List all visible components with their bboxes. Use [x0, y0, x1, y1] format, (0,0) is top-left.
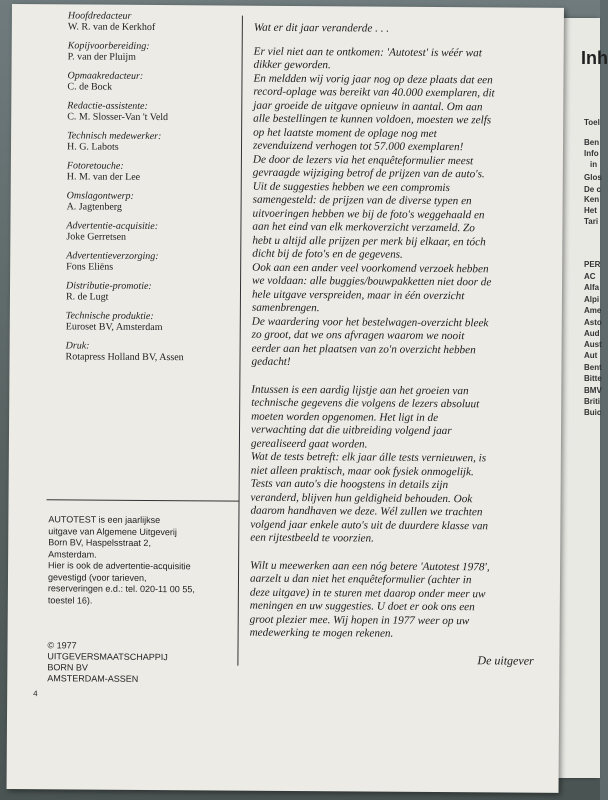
credit-entry [67, 160, 242, 183]
credit-role: Redactie-assistente: [67, 100, 148, 112]
article-line: Ook aan een ander veel voorkomend verzoek hebben [252, 261, 489, 275]
credit-entry [66, 220, 241, 243]
article-line: En meldden wij vorig jaar nog op deze plaats dat een [253, 72, 493, 86]
copyright-line: UITGEVERSMAATSCHAPPIJ [47, 651, 168, 663]
credit-role: Technisch medewerker: [67, 130, 162, 143]
copyright-notice [47, 640, 227, 685]
article-paragraph [252, 261, 557, 317]
adjacent-index-item: Het [584, 206, 597, 215]
article-line: samenbrengen. [251, 301, 320, 315]
adjacent-index-item: Aust [584, 340, 602, 349]
adjacent-index-item: Asto [584, 318, 602, 327]
article-line: we voldaan: alle buggies/bouwpakketten niet door de [252, 274, 492, 289]
adjacent-index-item: Buic [584, 408, 602, 417]
credit-role: Fotoretouche: [66, 160, 124, 172]
credit-entry [65, 340, 240, 363]
adjacent-index-item: Aud [584, 329, 600, 338]
credit-entry [68, 40, 243, 63]
article-line: verwachting dat die uitbreiding volgend jaar [250, 423, 452, 438]
credit-name: Euroset BV, Amsterdam [65, 321, 163, 334]
article-line: deze uitgave) in te sturen met daarop onder meer uw [249, 586, 486, 600]
adjacent-page-title: Inh [581, 48, 608, 68]
colophon-credits [65, 10, 243, 371]
credit-name: R. de Lugt [65, 291, 109, 303]
imprint-line: AUTOTEST is een jaarlijkse [48, 514, 161, 526]
credit-entry [67, 130, 242, 153]
imprint-line: uitgave van Algemene Uitgeverij [48, 525, 177, 537]
copyright-line: BORN BV [47, 662, 88, 673]
adjacent-index-item: Ben [584, 138, 600, 147]
adjacent-index-item: Glos [584, 173, 602, 182]
article-line: medewerking te mogen rekenen. [249, 626, 394, 640]
article-line: Tests van auto's die hoogstens in details zijn [250, 477, 449, 492]
article-line: een rijtestbeeld te voorzien. [250, 531, 374, 545]
article-line: op het laatste moment de oplage nog met [253, 126, 437, 140]
credit-name: Fons Eliëns [66, 261, 114, 273]
credit-entry [67, 100, 242, 123]
credit-role: Distributie-promotie: [65, 280, 152, 292]
adjacent-index-item: Toel [584, 118, 600, 127]
credit-name: Rotapress Holland BV, Assen [65, 351, 184, 364]
article-line: Uit de suggesties hebben we een compromis [252, 180, 450, 194]
article-line: record-oplage was bereikt van 40.000 exemplaren, dit [253, 85, 495, 100]
article-paragraph [250, 559, 556, 642]
article-line: niet alleen praktisch, maar ook fysiek onmogelijk. [250, 464, 474, 478]
imprint-notice [48, 514, 229, 607]
credit-name: H. G. Labots [66, 141, 119, 153]
adjacent-index-item: Ame [584, 306, 602, 315]
adjacent-index-item: AC [584, 272, 596, 281]
article-line: volgend jaar enkele auto's uit de duurdere klasse van [250, 518, 489, 532]
credit-name: C. de Bock [67, 81, 113, 93]
article-paragraph [251, 315, 556, 371]
article-body [250, 45, 559, 642]
credit-entry [67, 70, 242, 93]
article-line: eerder aan het plaatsen van zo'n overzicht hebben [251, 342, 476, 356]
credit-role: Advertentieverzorging: [66, 250, 159, 263]
credit-role: Opmaakredacteur: [67, 70, 144, 82]
article-line: aan het eind van elk merkoverzicht verzameld. Zo [252, 220, 475, 235]
article-line: De waardering voor het bestelwagen-overzicht bleek [251, 315, 489, 329]
credit-role: Technische produktie: [65, 310, 154, 322]
article-paragraph [250, 451, 556, 548]
colophon-divider [47, 499, 240, 501]
adjacent-index-item: Tari [584, 217, 599, 226]
article-line: meningen en uw suggesties. U doet er ook ons een [249, 599, 475, 614]
adjacent-index-item: Bitte [584, 374, 602, 383]
article-line: groot plezier mee. Wij hopen in 1977 weer op uw [249, 613, 470, 627]
credit-name: Joke Gerretsen [66, 231, 127, 243]
adjacent-index-item: Aut [584, 351, 598, 360]
article-line: alle bestellingen te kunnen voldoen, moesten we zelfs [253, 112, 492, 127]
credit-entry [68, 10, 243, 33]
credit-entry [67, 190, 242, 213]
article-line: daarom handhaven we deze. Wél zullen we trachten [250, 504, 483, 519]
article-paragraph [251, 383, 556, 453]
article-line: Wilt u meewerken aan een nóg betere 'Autotest 1978', [250, 559, 490, 573]
copyright-line: © 1977 [47, 640, 77, 651]
imprint-line: gevestigd (voor tarieven, [47, 571, 147, 583]
adjacent-index-item: PER [584, 260, 601, 269]
credit-role: Hoofdredacteur [67, 10, 132, 22]
adjacent-index-item: Bent [584, 363, 602, 372]
article-line: jaar groeide de uitgave opnieuw in aantal. Om aan [253, 99, 483, 113]
article-signoff: De uitgever [477, 653, 534, 668]
article-line: Wat de tests betreft: elk jaar álle tests vernieuwen, is [250, 450, 487, 465]
article-line: aarzelt u dan niet het enquêteformulier (achter in [249, 572, 472, 587]
article-line: zo groot, dat we ons afvragen waarom we nooit [251, 328, 465, 343]
credit-name: W. R. van de Kerkhof [67, 21, 156, 34]
article-paragraph [254, 45, 559, 74]
article-line: uitvoeringen hebben we bij de foto's weggehaald en [252, 207, 485, 221]
credit-role: Druk: [65, 340, 90, 352]
copyright-line: AMSTERDAM-ASSEN [47, 673, 139, 684]
credit-entry [66, 280, 241, 303]
article-line: zevenduizend verhogen tot 57.000 exemplaren! [252, 139, 464, 154]
credit-name: A. Jagtenberg [66, 201, 122, 213]
adjacent-index-item: Info [584, 149, 599, 158]
credit-role: Kopijvoorbereiding: [67, 40, 150, 52]
imprint-line: reserveringen e.d.: tel. 020-11 00 55, [47, 583, 195, 595]
credit-entry [66, 250, 241, 273]
credit-role: Advertentie-acquisitie: [66, 220, 159, 233]
article-line: Intussen is een aardig lijstje aan het groeien van [251, 383, 469, 397]
article-paragraph [252, 153, 558, 263]
adjacent-index-item: Briti [584, 397, 600, 406]
article-line: gevraagde wijziging betrof de prijzen van de auto's. [252, 166, 485, 181]
imprint-line: toestel 16). [47, 594, 93, 606]
adjacent-index-item: in [590, 160, 598, 169]
adjacent-index-item: De c [584, 185, 601, 194]
article-line: dikker geworden. [253, 58, 331, 72]
article-line: hele uitgave verspreiden, maar in één overzicht [251, 288, 465, 302]
credit-role: Omslagontwerp: [66, 190, 134, 202]
article-line: hebt u altijd alle prijzen per merk bij elkaar, en tóch [252, 234, 486, 248]
article-line: Er viel niet aan te ontkomen: 'Autotest' is wéér wat [253, 45, 482, 59]
imprint-line: Hier is ook de advertentie-acquisitie [48, 560, 191, 572]
magazine-page [7, 4, 564, 793]
credit-name: P. van der Pluijm [67, 51, 137, 63]
article-heading: Wat er dit jaar veranderde . . . [253, 21, 390, 35]
article-line: dicht bij de foto's en de gegevens. [252, 247, 403, 261]
adjacent-index-item: BMV [584, 386, 602, 395]
article-line: technische gegevens die volgens de lezers absoluut [251, 396, 480, 411]
article-line: veranderd, blijven hun geldigheid behouden. Ook [250, 491, 473, 505]
credit-entry [66, 310, 241, 333]
article-line: De door de lezers via het enquêteformulier meest [252, 153, 474, 167]
credit-name: H. M. van der Lee [66, 171, 141, 183]
imprint-line: Born BV, Haspelsstraat 2, [48, 537, 152, 548]
editorial-article [250, 22, 559, 643]
adjacent-index-item: Alpi [584, 295, 600, 304]
imprint-line: Amsterdam. [48, 548, 97, 560]
article-line: moeten worden opgenomen. Het ligt in de [251, 410, 439, 424]
adjacent-index-item: Alfa [584, 283, 600, 292]
article-line: gedacht! [251, 355, 291, 368]
article-line: gerealiseerd gaat worden. [250, 437, 368, 450]
article-paragraph [253, 72, 559, 155]
article-line: samengesteld: de prijzen van de diverse typen en [252, 193, 472, 208]
credit-name: C. M. Slosser-Van 't Veld [67, 111, 169, 124]
adjacent-index-item: Ken [584, 195, 600, 204]
page-number: 4 [33, 689, 38, 699]
